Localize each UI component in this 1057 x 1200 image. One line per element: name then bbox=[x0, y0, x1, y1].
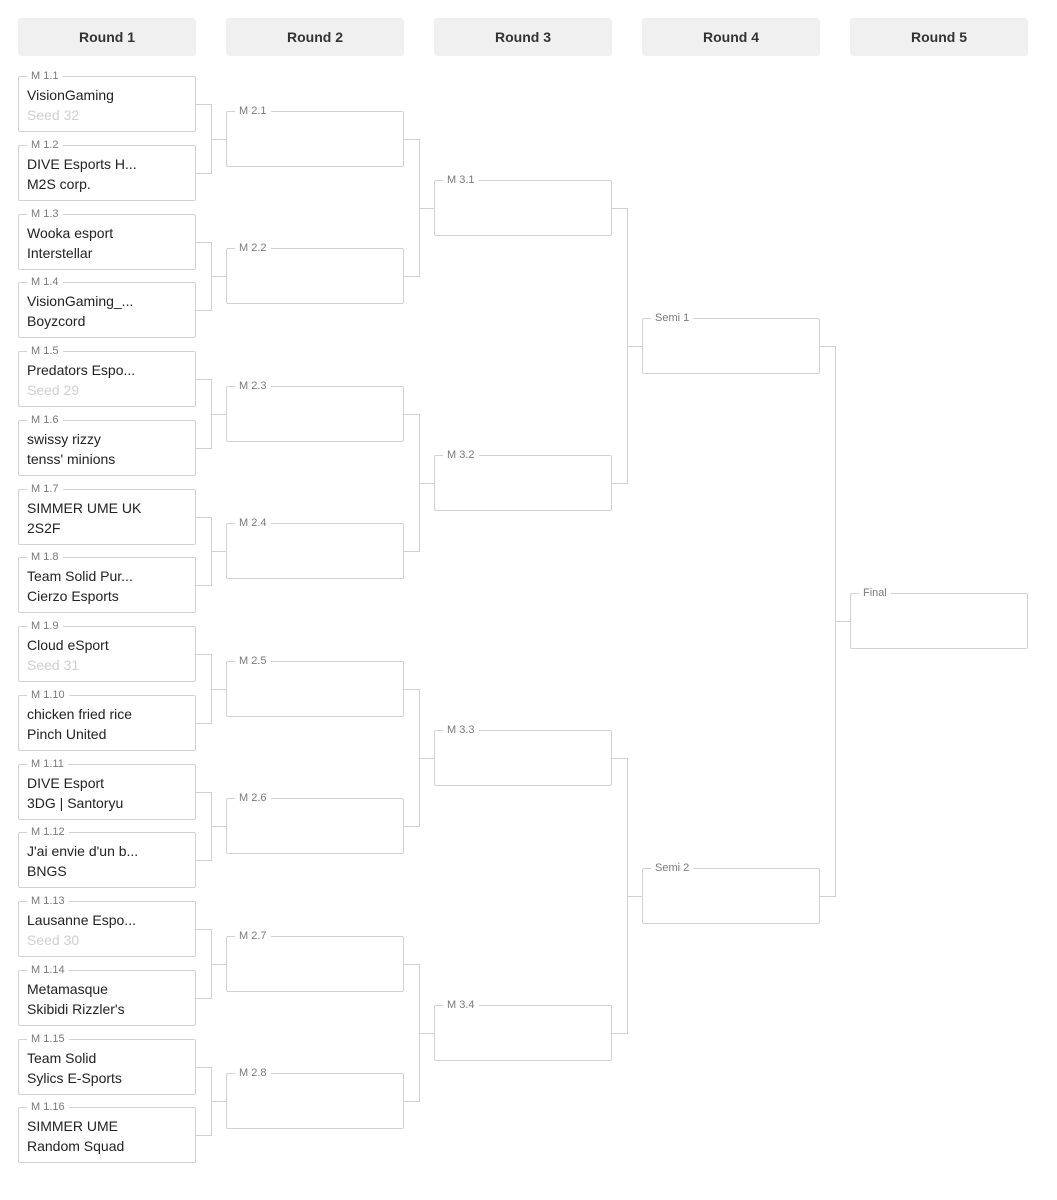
match-label: M 3.3 bbox=[443, 722, 479, 738]
match-card[interactable] bbox=[18, 620, 196, 682]
bracket-connector bbox=[196, 654, 211, 655]
bracket-connector bbox=[820, 896, 835, 897]
bracket-connector bbox=[211, 551, 226, 552]
match-label: M 2.1 bbox=[235, 103, 271, 119]
match-label: M 1.15 bbox=[27, 1031, 69, 1047]
bracket-connector bbox=[612, 483, 627, 484]
match-label: M 1.7 bbox=[27, 481, 63, 497]
bracket-connector bbox=[404, 826, 419, 827]
match-label: M 3.4 bbox=[443, 997, 479, 1013]
match-card[interactable] bbox=[226, 242, 404, 304]
match-card[interactable] bbox=[434, 999, 612, 1061]
team-name: Cierzo Esports bbox=[27, 588, 119, 604]
match-label: Semi 2 bbox=[651, 860, 693, 876]
bracket-connector bbox=[196, 242, 211, 243]
match-label: M 1.16 bbox=[27, 1099, 69, 1115]
match-card[interactable] bbox=[18, 483, 196, 545]
match-label: M 1.4 bbox=[27, 274, 63, 290]
bracket-connector bbox=[820, 346, 835, 347]
team-name: 2S2F bbox=[27, 520, 61, 536]
team-name: Predators Espo... bbox=[27, 362, 136, 378]
match-card[interactable] bbox=[642, 862, 820, 924]
match-label: M 2.7 bbox=[235, 928, 271, 944]
bracket-connector bbox=[612, 758, 627, 759]
bracket-connector bbox=[612, 1033, 627, 1034]
bracket-connector bbox=[196, 517, 211, 518]
seed-placeholder: Seed 31 bbox=[27, 657, 80, 673]
team-name: tenss' minions bbox=[27, 451, 116, 467]
match-label: M 1.2 bbox=[27, 137, 63, 153]
team-name: swissy rizzy bbox=[27, 431, 101, 447]
round-header-4: Round 4 bbox=[642, 18, 820, 56]
match-label: M 1.9 bbox=[27, 618, 63, 634]
bracket-connector bbox=[419, 1033, 434, 1034]
match-card[interactable] bbox=[18, 139, 196, 201]
bracket-connector bbox=[835, 621, 850, 622]
match-card[interactable] bbox=[226, 792, 404, 854]
match-card[interactable] bbox=[18, 1033, 196, 1095]
match-label: M 1.1 bbox=[27, 68, 63, 84]
bracket-connector bbox=[196, 860, 211, 861]
match-card[interactable] bbox=[18, 70, 196, 132]
team-name: Team Solid bbox=[27, 1050, 97, 1066]
bracket-connector bbox=[211, 139, 226, 140]
bracket-connector bbox=[196, 104, 211, 105]
match-label: M 2.6 bbox=[235, 790, 271, 806]
team-name: Skibidi Rizzler's bbox=[27, 1001, 125, 1017]
bracket-connector bbox=[404, 1101, 419, 1102]
team-name: VisionGaming bbox=[27, 87, 114, 103]
team-name: Interstellar bbox=[27, 245, 93, 261]
bracket-connector bbox=[404, 689, 419, 690]
bracket-connector bbox=[419, 483, 434, 484]
match-card[interactable] bbox=[18, 689, 196, 751]
team-name: DIVE Esport bbox=[27, 775, 105, 791]
match-card[interactable] bbox=[434, 449, 612, 511]
match-card[interactable] bbox=[18, 551, 196, 613]
team-name: J'ai envie d'un b... bbox=[27, 843, 139, 859]
bracket-connector bbox=[612, 208, 627, 209]
match-card[interactable] bbox=[850, 587, 1028, 649]
match-label: M 1.14 bbox=[27, 962, 69, 978]
bracket-connector bbox=[211, 826, 226, 827]
match-label: M 1.5 bbox=[27, 343, 63, 359]
match-label: M 2.2 bbox=[235, 240, 271, 256]
match-card[interactable] bbox=[18, 276, 196, 338]
match-card[interactable] bbox=[18, 964, 196, 1026]
match-card[interactable] bbox=[18, 208, 196, 270]
bracket-connector bbox=[196, 585, 211, 586]
bracket-connector bbox=[211, 1101, 226, 1102]
match-label: M 2.4 bbox=[235, 515, 271, 531]
match-card[interactable] bbox=[18, 414, 196, 476]
team-name: chicken fried rice bbox=[27, 706, 133, 722]
match-label: Final bbox=[859, 585, 891, 601]
match-label: M 1.10 bbox=[27, 687, 69, 703]
bracket-connector bbox=[196, 1135, 211, 1136]
match-label: Semi 1 bbox=[651, 310, 693, 326]
bracket-connector bbox=[196, 929, 211, 930]
bracket-connector bbox=[627, 896, 642, 897]
seed-placeholder: Seed 30 bbox=[27, 932, 80, 948]
match-card[interactable] bbox=[18, 826, 196, 888]
bracket-connector bbox=[196, 173, 211, 174]
bracket-connector bbox=[404, 964, 419, 965]
team-name: SIMMER UME UK bbox=[27, 500, 142, 516]
team-name: Random Squad bbox=[27, 1138, 125, 1154]
match-label: M 1.11 bbox=[27, 756, 68, 772]
match-card[interactable] bbox=[642, 312, 820, 374]
bracket-connector bbox=[404, 551, 419, 552]
bracket-connector bbox=[196, 310, 211, 311]
bracket-connector bbox=[211, 689, 226, 690]
team-name: VisionGaming_... bbox=[27, 293, 134, 309]
match-card[interactable] bbox=[226, 380, 404, 442]
round-header-5: Round 5 bbox=[850, 18, 1028, 56]
match-label: M 2.5 bbox=[235, 653, 271, 669]
team-name: 3DG | Santoryu bbox=[27, 795, 124, 811]
bracket-connector bbox=[211, 964, 226, 965]
bracket-connector bbox=[196, 448, 211, 449]
match-label: M 2.3 bbox=[235, 378, 271, 394]
team-name: Sylics E-Sports bbox=[27, 1070, 122, 1086]
match-card[interactable] bbox=[226, 1067, 404, 1129]
bracket-connector bbox=[211, 414, 226, 415]
bracket-connector bbox=[196, 792, 211, 793]
bracket-connector bbox=[404, 276, 419, 277]
team-name: Boyzcord bbox=[27, 313, 86, 329]
bracket-connector bbox=[627, 346, 642, 347]
match-card[interactable] bbox=[226, 930, 404, 992]
match-label: M 1.13 bbox=[27, 893, 69, 909]
match-label: M 3.2 bbox=[443, 447, 479, 463]
match-card[interactable] bbox=[18, 1101, 196, 1163]
match-label: M 3.1 bbox=[443, 172, 479, 188]
team-name: SIMMER UME bbox=[27, 1118, 118, 1134]
match-card[interactable] bbox=[434, 174, 612, 236]
team-name: Lausanne Espo... bbox=[27, 912, 136, 928]
team-name: Pinch United bbox=[27, 726, 107, 742]
round-header-3: Round 3 bbox=[434, 18, 612, 56]
bracket-connector bbox=[196, 998, 211, 999]
match-card[interactable] bbox=[18, 895, 196, 957]
team-name: Cloud eSport bbox=[27, 637, 109, 653]
seed-placeholder: Seed 32 bbox=[27, 107, 80, 123]
match-card[interactable] bbox=[434, 724, 612, 786]
team-name: Wooka esport bbox=[27, 225, 114, 241]
team-name: Metamasque bbox=[27, 981, 108, 997]
match-card[interactable] bbox=[226, 517, 404, 579]
team-name: M2S corp. bbox=[27, 176, 91, 192]
match-label: M 1.6 bbox=[27, 412, 63, 428]
bracket-connector bbox=[419, 208, 434, 209]
match-card[interactable] bbox=[18, 758, 196, 820]
round-header-2: Round 2 bbox=[226, 18, 404, 56]
match-label: M 1.12 bbox=[27, 824, 69, 840]
bracket-connector bbox=[211, 276, 226, 277]
seed-placeholder: Seed 29 bbox=[27, 382, 80, 398]
bracket-connector bbox=[196, 723, 211, 724]
bracket-connector bbox=[196, 1067, 211, 1068]
team-name: DIVE Esports H... bbox=[27, 156, 137, 172]
bracket-connector bbox=[196, 379, 211, 380]
match-card[interactable] bbox=[226, 105, 404, 167]
bracket-connector bbox=[419, 758, 434, 759]
team-name: Team Solid Pur... bbox=[27, 568, 133, 584]
match-card[interactable] bbox=[226, 655, 404, 717]
round-header-1: Round 1 bbox=[18, 18, 196, 56]
match-label: M 2.8 bbox=[235, 1065, 271, 1081]
match-label: M 1.8 bbox=[27, 549, 63, 565]
match-card[interactable] bbox=[18, 345, 196, 407]
bracket-connector bbox=[404, 414, 419, 415]
team-name: BNGS bbox=[27, 863, 67, 879]
bracket-connector bbox=[404, 139, 419, 140]
match-label: M 1.3 bbox=[27, 206, 63, 222]
